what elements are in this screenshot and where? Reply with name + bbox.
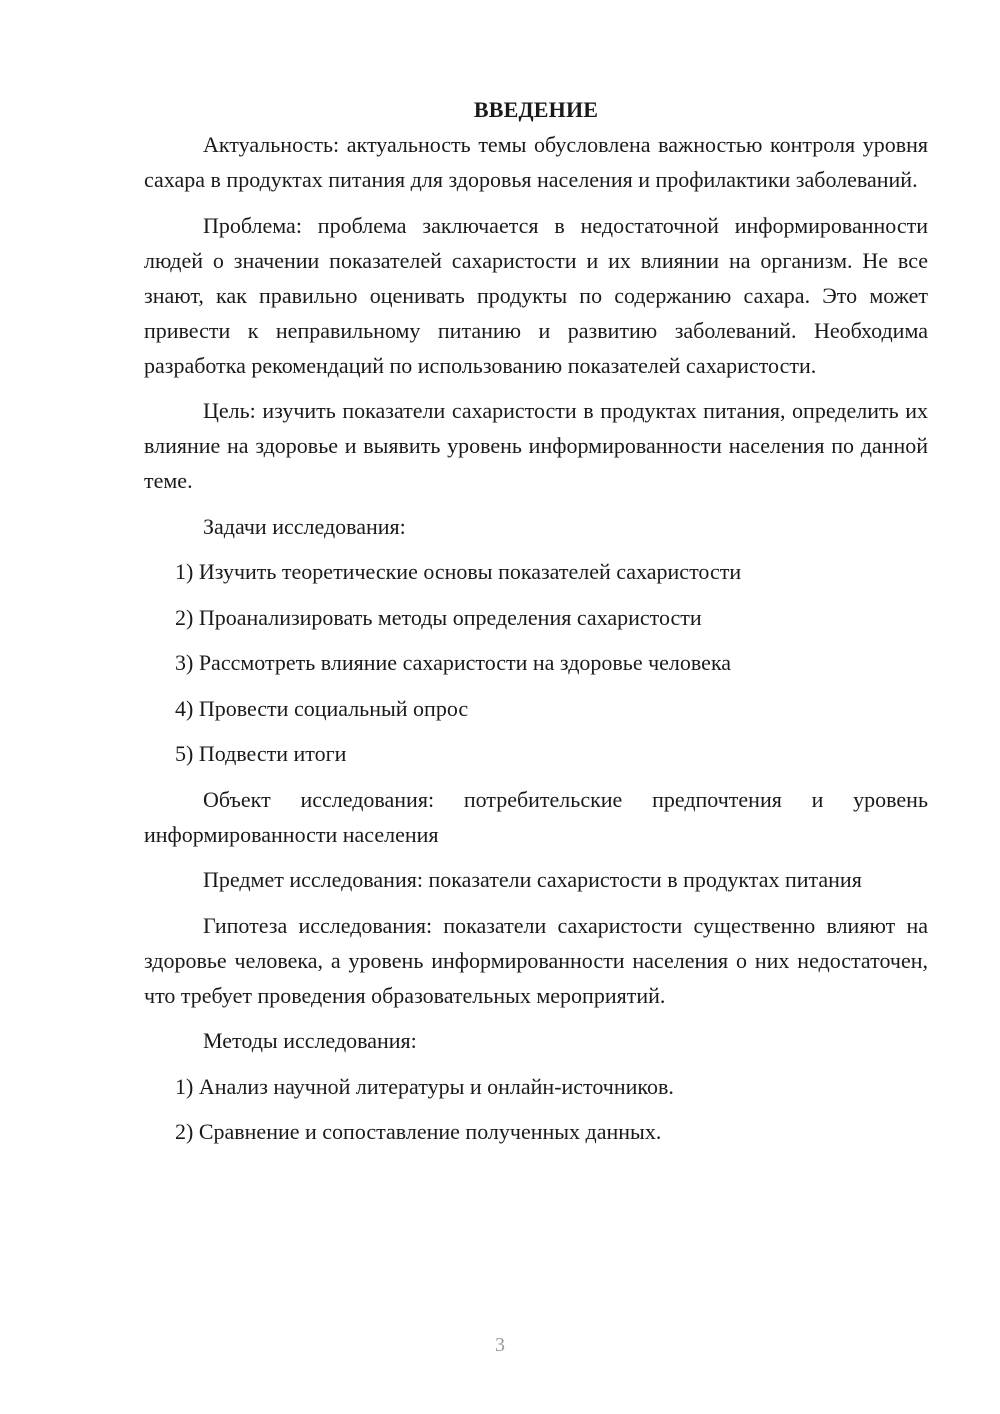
task-item: 4) Провести социальный опрос (175, 695, 469, 721)
methods-heading: Методы исследования: (203, 1028, 417, 1053)
paragraph-relevance: Актуальность: актуальность темы обусловлена важностью контроля уровня сахара в продуктах питания для здоровья населения и профилактики заболеваний. (144, 132, 928, 192)
task-item: 5) Подвести итоги (175, 741, 347, 766)
paragraph-hypothesis: Гипотеза исследования: показатели сахаристости существенно влияют на здоровье человека, а уровень информированности населения о них недостаточен, что требует проведения образовательных мероприятий. (144, 912, 928, 1008)
tasks-heading: Задачи исследования: (203, 513, 406, 539)
task-item: 3) Рассмотреть влияние сахаристости на здоровье человека (175, 650, 732, 675)
task-item: 2) Проанализировать методы определения сахаристости (175, 604, 702, 630)
method-item: 1) Анализ научной литературы и онлайн-источников. (175, 1073, 674, 1099)
paragraph-object: Объект исследования: потребительские предпочтения и уровень информированности населения (144, 786, 928, 847)
document-page (144, 92, 928, 1149)
task-item: 1) Изучить теоретические основы показателей сахаристости (175, 559, 742, 584)
paragraph-goal: Цель: изучить показатели сахаристости в продуктах питания, определить их влияние на здоровье и выявить уровень информированности населения по данной теме. (144, 398, 928, 493)
method-item: 2) Сравнение и сопоставление полученных данных. (175, 1119, 662, 1144)
page-title: ВВЕДЕНИЕ (473, 97, 599, 122)
page-number: 3 (495, 1334, 505, 1356)
paragraph-subject: Предмет исследования: показатели сахаристости в продуктах питания (203, 867, 862, 892)
paragraph-problem: Проблема: проблема заключается в недостаточной информированности людей о значении показателей сахаристости и их влиянии на организм. Не все знают, как правильно оценивать продукты по содержанию сахара. Это может привести к неправильному питанию и развитию заболеваний. Необходима разработка рекомендаций по использованию показателей сахаристости. (144, 212, 928, 378)
